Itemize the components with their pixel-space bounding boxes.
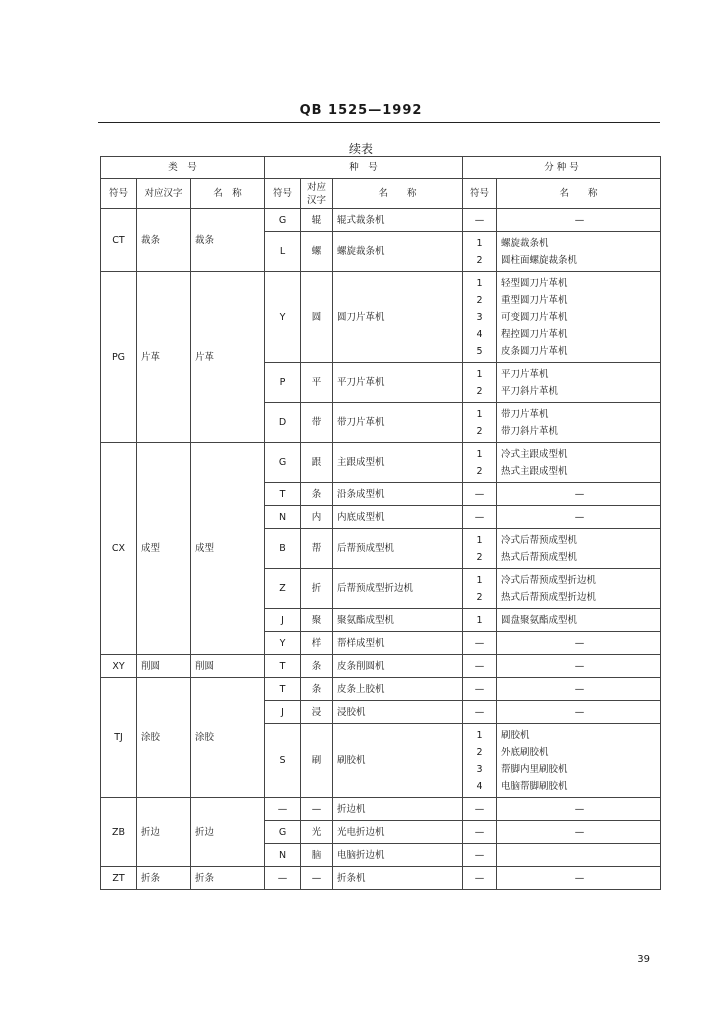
sub-symbol: 1 [476, 574, 483, 586]
kind-name: 螺旋裁条机 [333, 232, 463, 272]
category-name: 片革 [191, 272, 265, 443]
table-row [101, 443, 661, 483]
kind-symbol: D [265, 403, 301, 443]
sub-names [497, 821, 661, 844]
sub-symbols [463, 867, 497, 890]
kind-name: 折条机 [333, 867, 463, 890]
sub-symbol: 3 [476, 763, 483, 775]
category-name: 折边 [191, 798, 265, 867]
sub-symbol: 4 [476, 328, 483, 340]
kind-char: 条 [301, 655, 333, 678]
sub-symbol: 2 [476, 465, 483, 477]
category-symbol: XY [101, 655, 137, 678]
header-column-row [101, 179, 661, 209]
kind-char: 圆 [301, 272, 333, 363]
sub-name: 冷式主跟成型机 [501, 448, 568, 460]
kind-symbol: N [265, 844, 301, 867]
sub-symbols [463, 209, 497, 232]
sub-symbols [463, 529, 497, 569]
sub-name: — [574, 826, 585, 838]
sub-name: 外底刷胶机 [501, 746, 549, 758]
kind-char: 帮 [301, 529, 333, 569]
category-char: 折条 [137, 867, 191, 890]
table-body [101, 209, 661, 890]
document-code: QB 1525—1992 [299, 103, 423, 118]
sub-name: 热式主跟成型机 [501, 465, 568, 477]
kind-symbol: N [265, 506, 301, 529]
category-symbol: PG [101, 272, 137, 443]
sub-name: 皮条圆刀片革机 [501, 345, 568, 357]
sub-name: 可变圆刀片革机 [501, 311, 568, 323]
category-char: 裁条 [137, 209, 191, 272]
category-name: 成型 [191, 443, 265, 655]
kind-symbol: G [265, 209, 301, 232]
kind-char: 辊 [301, 209, 333, 232]
sub-name: 重型圆刀片革机 [501, 294, 568, 306]
category-name: 削圆 [191, 655, 265, 678]
sub-name: 带刀斜片革机 [501, 425, 559, 437]
category-char: 削圆 [137, 655, 191, 678]
kind-symbol: T [265, 483, 301, 506]
sub-name: 刷胶机 [501, 729, 530, 741]
header-group-row [101, 157, 661, 179]
category-name: 涂胶 [191, 678, 265, 798]
kind-name: 光电折边机 [333, 821, 463, 844]
sub-name: 电脑帮脚刷胶机 [501, 780, 568, 792]
sub-names [497, 678, 661, 701]
sub-symbol: 2 [476, 385, 483, 397]
category-symbol: ZB [101, 798, 137, 867]
header-category-name: 名 称 [191, 179, 265, 209]
sub-symbol: 1 [476, 237, 483, 249]
sub-names [497, 209, 661, 232]
sub-symbol: 2 [476, 746, 483, 758]
sub-symbol: — [474, 683, 485, 695]
sub-names [497, 272, 661, 363]
kind-symbol: J [265, 609, 301, 632]
sub-name: — [574, 803, 585, 815]
kind-symbol: Y [265, 272, 301, 363]
kind-name: 带刀片革机 [333, 403, 463, 443]
kind-char: 螺 [301, 232, 333, 272]
category-symbol: CT [101, 209, 137, 272]
table-row [101, 209, 661, 232]
sub-symbols [463, 632, 497, 655]
sub-name: 轻型圆刀片革机 [501, 277, 568, 289]
sub-symbols [463, 655, 497, 678]
sub-names [497, 483, 661, 506]
kind-symbol: G [265, 821, 301, 844]
sub-symbols [463, 443, 497, 483]
kind-char: 条 [301, 678, 333, 701]
kind-name: 折边机 [333, 798, 463, 821]
category-char: 成型 [137, 443, 191, 655]
table-row [101, 655, 661, 678]
sub-symbols [463, 609, 497, 632]
kind-symbol: J [265, 701, 301, 724]
sub-symbols [463, 506, 497, 529]
sub-name: 圆盘聚氨酯成型机 [501, 614, 578, 626]
sub-symbol: 1 [476, 368, 483, 380]
category-name: 裁条 [191, 209, 265, 272]
sub-symbol: — [474, 826, 485, 838]
sub-symbol: 2 [476, 425, 483, 437]
sub-symbols [463, 798, 497, 821]
sub-name: 冷式后帮预成型折边机 [501, 574, 597, 586]
sub-symbol: — [474, 637, 485, 649]
header-kind-name: 名 称 [333, 179, 463, 209]
page-number: 39 [637, 954, 650, 965]
category-name: 折条 [191, 867, 265, 890]
kind-char: 平 [301, 363, 333, 403]
sub-names [497, 844, 661, 867]
kind-name: 主跟成型机 [333, 443, 463, 483]
kind-symbol: T [265, 678, 301, 701]
kind-name: 刷胶机 [333, 724, 463, 798]
sub-name: 热式后帮预成型折边机 [501, 591, 597, 603]
sub-names [497, 609, 661, 632]
sub-names [497, 655, 661, 678]
category-symbol: CX [101, 443, 137, 655]
table-row [101, 678, 661, 701]
kind-char: 带 [301, 403, 333, 443]
kind-symbol: T [265, 655, 301, 678]
kind-symbol: G [265, 443, 301, 483]
sub-names [497, 867, 661, 890]
sub-symbol: 1 [476, 614, 483, 626]
sub-symbol: — [474, 488, 485, 500]
sub-symbol: 1 [476, 277, 483, 289]
sub-symbol: — [474, 803, 485, 815]
header-sub-name: 名 称 [497, 179, 661, 209]
kind-name: 辊式裁条机 [333, 209, 463, 232]
sub-names [497, 529, 661, 569]
kind-name: 聚氨酯成型机 [333, 609, 463, 632]
sub-name: — [574, 872, 585, 884]
kind-name: 平刀片革机 [333, 363, 463, 403]
sub-symbols [463, 844, 497, 867]
sub-name: 热式后帮预成型机 [501, 551, 578, 563]
sub-symbol: 2 [476, 591, 483, 603]
sub-name: 平刀斜片革机 [501, 385, 559, 397]
kind-char: 脑 [301, 844, 333, 867]
sub-symbol: 2 [476, 294, 483, 306]
sub-names [497, 232, 661, 272]
kind-char: 条 [301, 483, 333, 506]
sub-symbols [463, 483, 497, 506]
header-kind-char: 对应汉字 [301, 179, 333, 209]
sub-symbols [463, 569, 497, 609]
kind-char: 聚 [301, 609, 333, 632]
sub-name: 螺旋裁条机 [501, 237, 549, 249]
sub-names [497, 363, 661, 403]
kind-symbol: S [265, 724, 301, 798]
kind-name: 皮条削圆机 [333, 655, 463, 678]
sub-symbol: — [474, 872, 485, 884]
kind-char: 内 [301, 506, 333, 529]
sub-name: — [574, 511, 585, 523]
kind-name: 皮条上胶机 [333, 678, 463, 701]
sub-symbols [463, 403, 497, 443]
kind-name: 浸胶机 [333, 701, 463, 724]
kind-name: 沿条成型机 [333, 483, 463, 506]
kind-symbol: — [265, 798, 301, 821]
header-subkind-group: 分 种 号 [463, 157, 661, 179]
kind-symbol: Y [265, 632, 301, 655]
sub-symbol: 1 [476, 448, 483, 460]
sub-symbol: 2 [476, 254, 483, 266]
sub-name: 帮脚内里刷胶机 [501, 763, 568, 775]
sub-name: 冷式后帮预成型机 [501, 534, 578, 546]
sub-name: — [574, 706, 585, 718]
sub-names [497, 632, 661, 655]
category-symbol: TJ [101, 678, 137, 798]
sub-symbols [463, 701, 497, 724]
sub-symbol: — [474, 214, 485, 226]
header-category-group: 类 号 [101, 157, 265, 179]
sub-symbol: 1 [476, 408, 483, 420]
sub-symbol: 5 [476, 345, 483, 357]
classification-table [100, 156, 661, 890]
kind-symbol: B [265, 529, 301, 569]
kind-char: 跟 [301, 443, 333, 483]
header-category-symbol: 符号 [101, 179, 137, 209]
sub-symbol: — [474, 849, 485, 861]
kind-name: 后帮预成型机 [333, 529, 463, 569]
sub-name: — [574, 488, 585, 500]
sub-names [497, 403, 661, 443]
sub-name: — [574, 683, 585, 695]
kind-name: 圆刀片革机 [333, 272, 463, 363]
sub-name: 带刀片革机 [501, 408, 549, 420]
sub-symbol: 2 [476, 551, 483, 563]
table-row [101, 272, 661, 363]
table-row [101, 798, 661, 821]
sub-name: — [574, 660, 585, 672]
sub-symbols [463, 232, 497, 272]
sub-names [497, 506, 661, 529]
header-sub-symbol: 符号 [463, 179, 497, 209]
sub-name: — [574, 637, 585, 649]
sub-symbol: — [474, 706, 485, 718]
sub-names [497, 443, 661, 483]
kind-name: 后帮预成型折边机 [333, 569, 463, 609]
kind-symbol: — [265, 867, 301, 890]
sub-symbol: 4 [476, 780, 483, 792]
kind-name: 帮样成型机 [333, 632, 463, 655]
kind-symbol: L [265, 232, 301, 272]
sub-symbol: — [474, 511, 485, 523]
kind-char: 浸 [301, 701, 333, 724]
sub-symbols [463, 724, 497, 798]
kind-name: 内底成型机 [333, 506, 463, 529]
sub-name: 程控圆刀片革机 [501, 328, 568, 340]
sub-symbols [463, 363, 497, 403]
kind-char: 刷 [301, 724, 333, 798]
sub-symbol: 1 [476, 729, 483, 741]
kind-char: 样 [301, 632, 333, 655]
sub-name: — [574, 214, 585, 226]
sub-names [497, 701, 661, 724]
sub-symbols [463, 821, 497, 844]
sub-names [497, 724, 661, 798]
kind-char: — [301, 867, 333, 890]
table-row [101, 867, 661, 890]
header-category-char: 对应汉字 [137, 179, 191, 209]
header-rule [98, 122, 660, 123]
sub-names [497, 569, 661, 609]
sub-symbols [463, 272, 497, 363]
table-title: 续表 [348, 142, 373, 156]
header-kind-group: 种 号 [265, 157, 463, 179]
kind-char: 折 [301, 569, 333, 609]
kind-char: 光 [301, 821, 333, 844]
header-kind-symbol: 符号 [265, 179, 301, 209]
sub-symbols [463, 678, 497, 701]
sub-name: 平刀片革机 [501, 368, 549, 380]
category-symbol: ZT [101, 867, 137, 890]
category-char: 涂胶 [137, 678, 191, 798]
kind-symbol: Z [265, 569, 301, 609]
kind-name: 电脑折边机 [333, 844, 463, 867]
sub-names [497, 798, 661, 821]
sub-symbol: 3 [476, 311, 483, 323]
category-char: 片革 [137, 272, 191, 443]
sub-name: 圆柱面螺旋裁条机 [501, 254, 578, 266]
category-char: 折边 [137, 798, 191, 867]
kind-symbol: P [265, 363, 301, 403]
sub-symbol: 1 [476, 534, 483, 546]
kind-char: — [301, 798, 333, 821]
sub-symbol: — [474, 660, 485, 672]
